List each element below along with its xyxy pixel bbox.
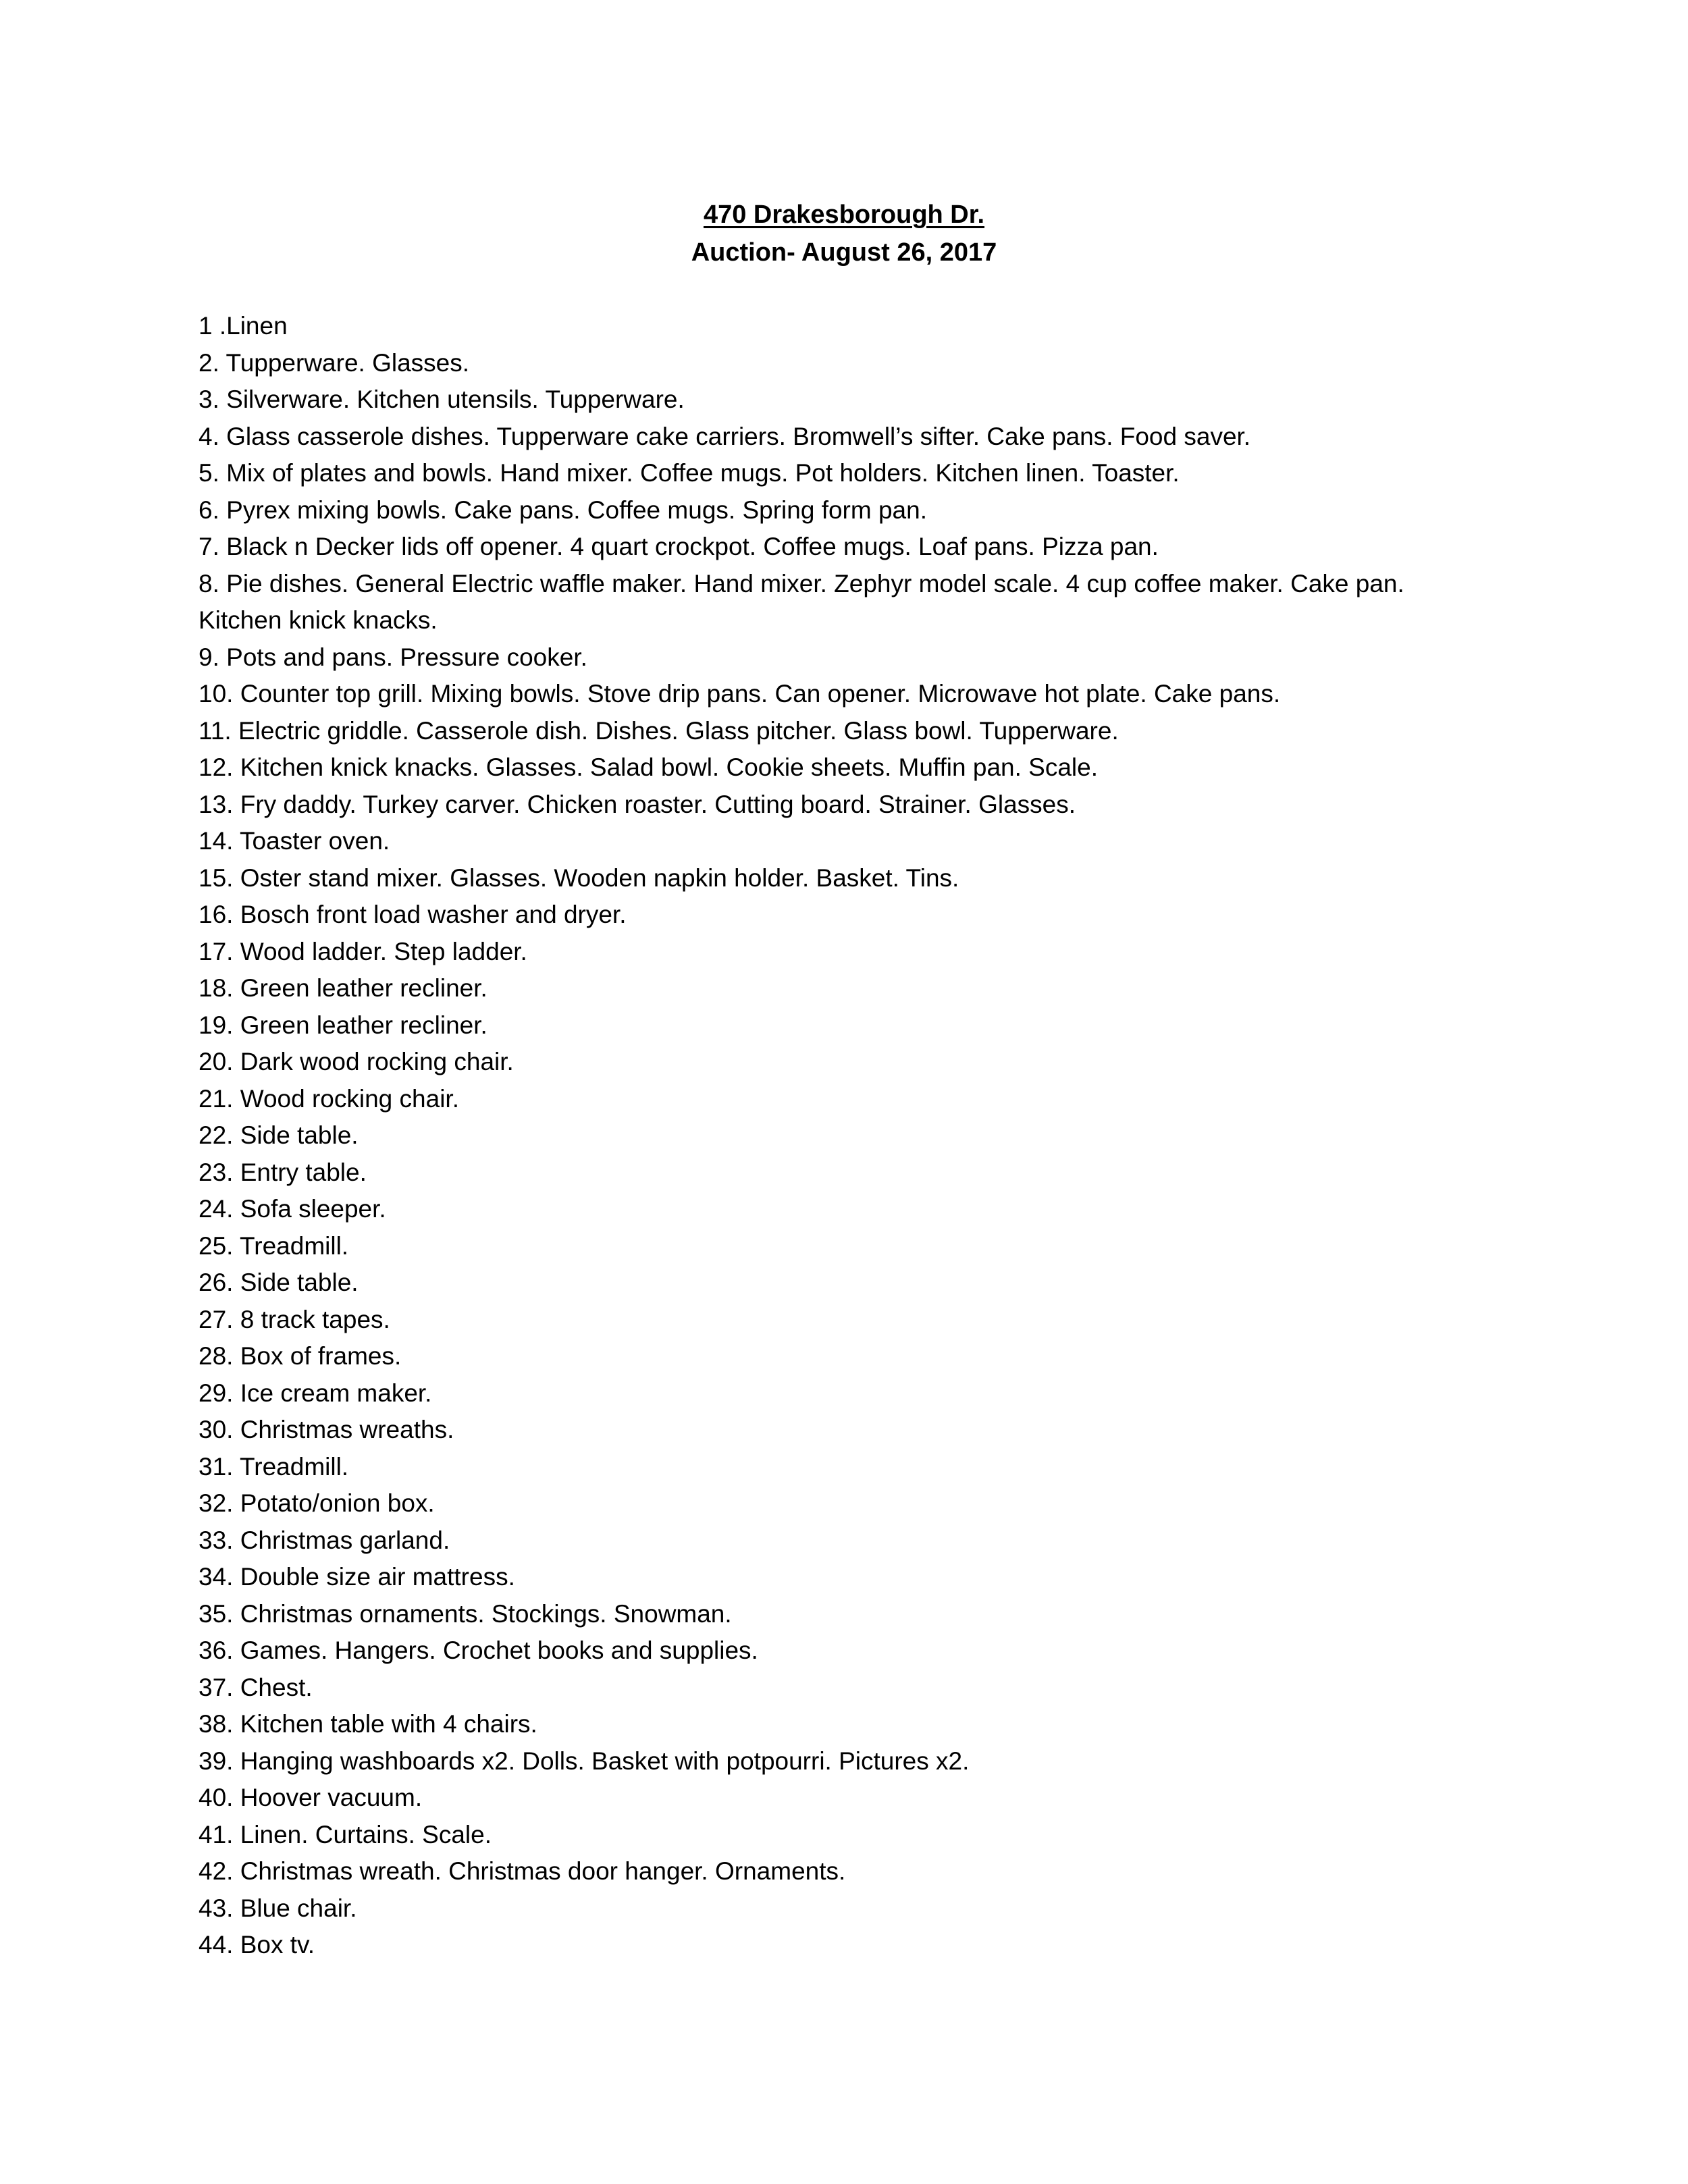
auction-item: 16. Bosch front load washer and dryer. bbox=[199, 901, 627, 928]
auction-item: 39. Hanging washboards x2. Dolls. Basket with potpourri. Pictures x2. bbox=[199, 1747, 970, 1775]
auction-item: 28. Box of frames. bbox=[199, 1342, 402, 1370]
auction-item: 15. Oster stand mixer. Glasses. Wooden napkin holder. Basket. Tins. bbox=[199, 863, 959, 892]
auction-item: 10. Counter top grill. Mixing bowls. Stove drip pans. Can opener. Microwave hot plate. Cake pans. bbox=[199, 680, 1281, 708]
auction-item: 43. Blue chair. bbox=[199, 1894, 357, 1922]
auction-item: 3. Silverware. Kitchen utensils. Tupperware. bbox=[199, 385, 685, 413]
auction-item: 6. Pyrex mixing bowls. Cake pans. Coffee mugs. Spring form pan. bbox=[199, 496, 927, 524]
auction-item: 8. Pie dishes. General Electric waffle maker. Hand mixer. Zephyr model scale. 4 cup coffee maker. Cake pan. Kitchen knick knacks. bbox=[199, 569, 1404, 634]
auction-item: 34. Double size air mattress. bbox=[199, 1563, 515, 1591]
auction-item: 33. Christmas garland. bbox=[199, 1526, 450, 1554]
auction-item: 13. Fry daddy. Turkey carver. Chicken roaster. Cutting board. Strainer. Glasses. bbox=[199, 790, 1076, 818]
auction-item: 37. Chest. bbox=[199, 1673, 313, 1701]
auction-item: 26. Side table. bbox=[199, 1269, 359, 1296]
auction-item: 21. Wood rocking chair. bbox=[199, 1084, 459, 1113]
auction-item: 18. Green leather recliner. bbox=[199, 974, 487, 1002]
auction-item: 30. Christmas wreaths. bbox=[199, 1416, 454, 1443]
auction-item: 14. Toaster oven. bbox=[199, 827, 390, 855]
auction-item: 38. Kitchen table with 4 chairs. bbox=[199, 1710, 537, 1738]
auction-item: 11. Electric griddle. Casserole dish. Dishes. Glass pitcher. Glass bowl. Tupperware. bbox=[199, 716, 1119, 745]
auction-item: 31. Treadmill. bbox=[199, 1452, 349, 1481]
auction-item: 2. Tupperware. Glasses. bbox=[199, 348, 470, 377]
auction-item-list bbox=[199, 308, 1468, 1964]
auction-item: 9. Pots and pans. Pressure cooker. bbox=[199, 643, 587, 671]
auction-item: 4. Glass casserole dishes. Tupperware cake carriers. Bromwell’s sifter. Cake pans. Food saver. bbox=[199, 422, 1251, 450]
auction-item: 27. 8 track tapes. bbox=[199, 1305, 390, 1333]
auction-item: 23. Entry table. bbox=[199, 1158, 367, 1186]
auction-item: 29. Ice cream maker. bbox=[199, 1379, 432, 1407]
auction-item: 20. Dark wood rocking chair. bbox=[199, 1048, 514, 1075]
auction-item: 22. Side table. bbox=[199, 1121, 359, 1149]
auction-item: 36. Games. Hangers. Crochet books and supplies. bbox=[199, 1636, 758, 1664]
auction-item: 5. Mix of plates and bowls. Hand mixer. Coffee mugs. Pot holders. Kitchen linen. Toaster. bbox=[199, 459, 1180, 487]
auction-item: 7. Black n Decker lids off opener. 4 quart crockpot. Coffee mugs. Loaf pans. Pizza pan. bbox=[199, 533, 1159, 560]
document-header bbox=[0, 196, 1688, 271]
document-title: 470 Drakesborough Dr. bbox=[703, 201, 985, 229]
auction-item: 35. Christmas ornaments. Stockings. Snowman. bbox=[199, 1599, 732, 1628]
auction-item: 25. Treadmill. bbox=[199, 1231, 349, 1260]
auction-item: 44. Box tv. bbox=[199, 1931, 315, 1959]
auction-item: 40. Hoover vacuum. bbox=[199, 1784, 423, 1811]
auction-item: 24. Sofa sleeper. bbox=[199, 1195, 386, 1223]
auction-item: 17. Wood ladder. Step ladder. bbox=[199, 937, 527, 965]
auction-item: 41. Linen. Curtains. Scale. bbox=[199, 1820, 492, 1848]
auction-item: 19. Green leather recliner. bbox=[199, 1011, 487, 1039]
auction-item: 1 .Linen bbox=[199, 312, 288, 340]
auction-item: 12. Kitchen knick knacks. Glasses. Salad bowl. Cookie sheets. Muffin pan. Scale. bbox=[199, 753, 1098, 781]
document-subtitle: Auction- August 26, 2017 bbox=[691, 238, 997, 267]
auction-item: 42. Christmas wreath. Christmas door hanger. Ornaments. bbox=[199, 1857, 846, 1885]
auction-item: 32. Potato/onion box. bbox=[199, 1489, 435, 1517]
